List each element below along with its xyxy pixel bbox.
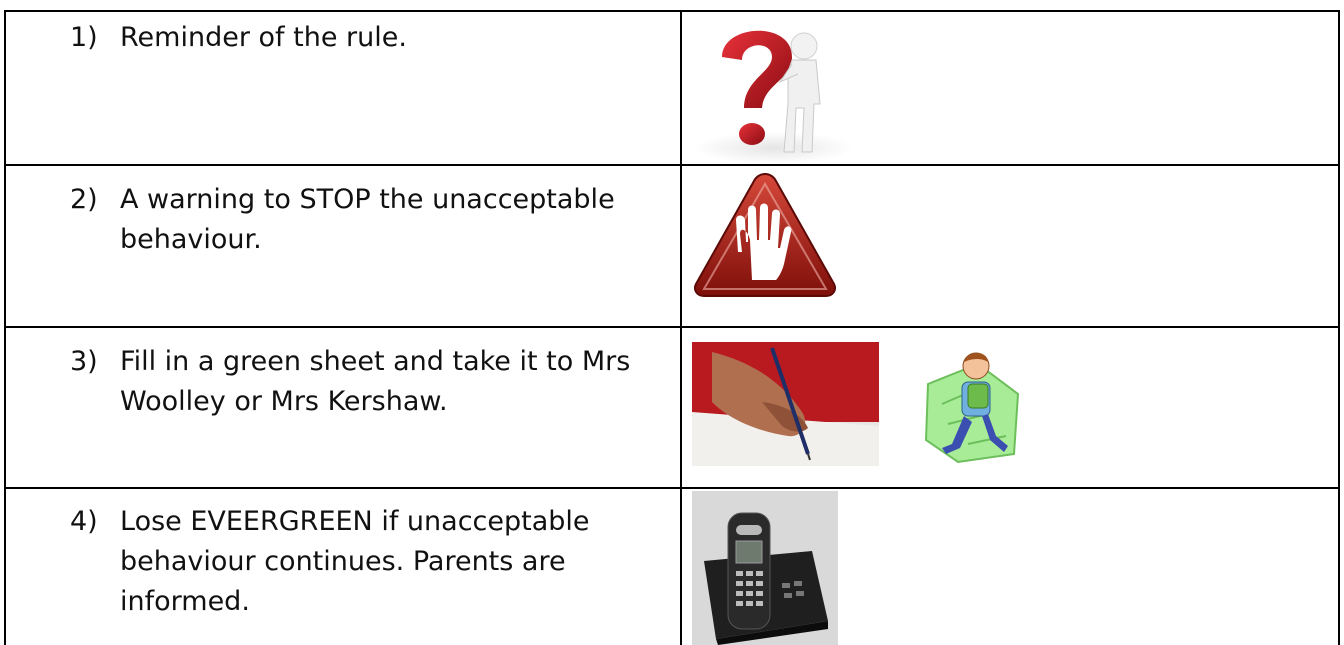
row-text: Fill in a green sheet and take it to Mrs Woolley or Mrs Kershaw. [120, 346, 631, 417]
row-number: 4) [70, 506, 98, 537]
row-text: A warning to STOP the unacceptable behaviour. [120, 184, 615, 255]
table-row-divider [4, 164, 1340, 166]
hand-writing-photo [692, 342, 879, 466]
question-mark-figure-icon [694, 12, 854, 164]
row-text: Lose EVEERGREEN if unacceptable behaviour continues. Parents are informed. [120, 506, 590, 617]
cordless-phone-icon [692, 491, 838, 645]
table-row-divider [4, 326, 1340, 328]
boy-running-icon [918, 344, 1028, 466]
table-border-left [4, 10, 6, 645]
row-number: 1) [70, 22, 98, 53]
table-border-right [1338, 10, 1340, 645]
table-row-divider [4, 487, 1340, 489]
row-text: Reminder of the rule. [120, 22, 407, 53]
table-border-top [4, 10, 1340, 12]
table-column-divider [680, 10, 682, 645]
stop-hand-warning-icon [690, 168, 840, 300]
row-number: 2) [70, 184, 98, 215]
row-number: 3) [70, 346, 98, 377]
